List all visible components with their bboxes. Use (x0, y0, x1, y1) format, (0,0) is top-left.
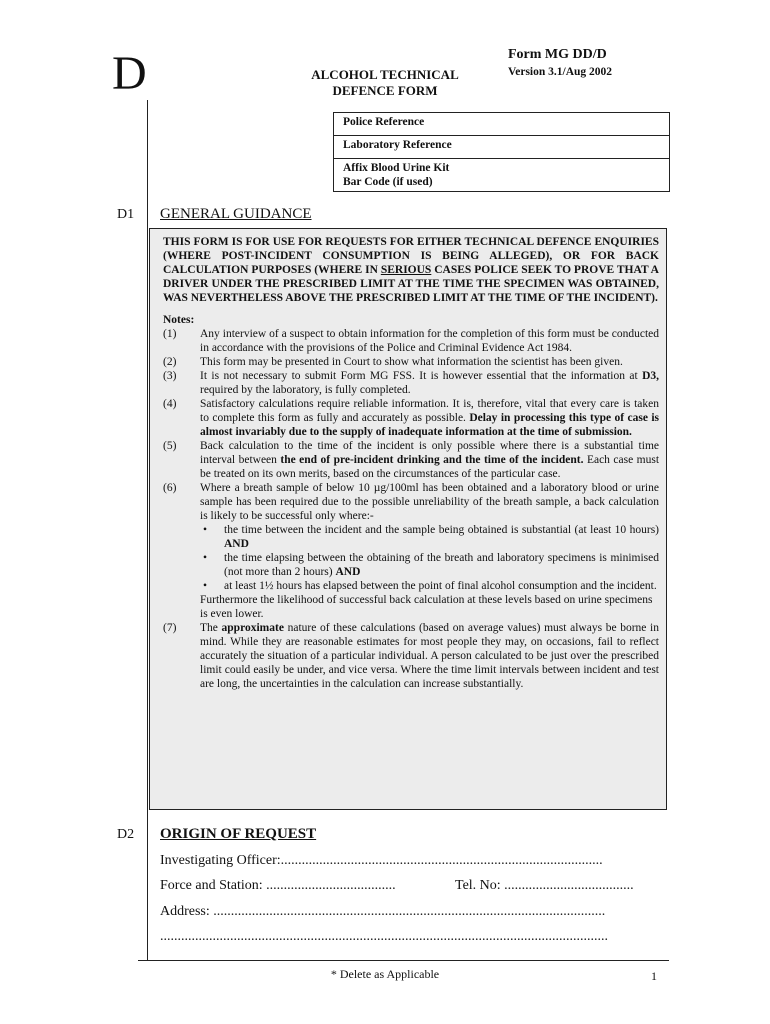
intro-text-rest: CASES POLICE SEEK TO PROVE THAT A DRIVER UNDER THE PRESCRIBED LIMIT AT THE TIME THE SPECIMEN WAS OBTAINED, WAS NEVERTHELESS ABOVE THE PRESCRIBED LIMIT AT THE TIME OF THE INCIDENT). (163, 264, 659, 304)
force-station-field[interactable]: Force and Station: ..................................... (160, 878, 396, 893)
note-text-part: Furthermore the likelihood of successful back calculation at these levels based on urine specimens is even lower. (200, 594, 653, 620)
note-text-part: Satisfactory calculations require reliable information. It is, therefore, vital that every care is taken to complete this form as fully and accurately as possible. (200, 398, 659, 424)
note-text: Any interview of a suspect to obtain information for the completion of this form must be conducted in accordance with the provisions of the Police and Criminal Evidence Act 1984. (200, 328, 659, 354)
intro-emphasis: SERIOUS (380, 264, 432, 276)
bullet-text (224, 551, 659, 579)
note-text-part: nature of these calculations (based on average values) must always be borne in mind. While they are reasonable estimates for most people they may, on occasions, fail to reflect accurately the situation of a particular individual. A person calculated to be just over the prescribed limit could easily be under, and vice versa. Where the time limit intervals between incident and test are long, the uncertainties in the calculation can increase substantially. (200, 622, 659, 690)
note-text-part: required by the laboratory, is fully completed. (200, 384, 411, 396)
bullet-text (224, 523, 659, 551)
tel-no-field[interactable]: Tel. No: ..................................... (455, 878, 634, 893)
note-text-part: Where a breath sample of below 10 µg/100ml has been obtained and a laboratory blood or urine sample has been required due to the possible unreliability of the breath sample, a back calculation is likely to be successful only where:- (200, 482, 659, 522)
note-bold-part: approximate (221, 622, 284, 634)
margin-rule (147, 100, 148, 960)
bullet-text (224, 579, 659, 593)
form-title-line2: DEFENCE FORM (332, 83, 438, 98)
note-number: (4) (163, 398, 177, 410)
note-text: This form may be presented in Court to show what information the scientist has been given. (200, 356, 623, 368)
note-number: (7) (163, 622, 177, 634)
section-label-d2: D2 (117, 827, 135, 842)
bullet-item (200, 579, 659, 593)
section-label-d1: D1 (117, 207, 135, 222)
note-bold-part: D3, (642, 370, 659, 382)
note-text-part: The (200, 622, 222, 634)
footer-note: * Delete as Applicable (330, 967, 440, 981)
bullet-text-part: at least 1½ hours has elapsed between the point of final alcohol consumption and the incident. (224, 580, 657, 592)
police-reference-field[interactable]: Police Reference (343, 116, 425, 128)
note-number: (3) (163, 370, 177, 382)
reference-box (333, 112, 670, 192)
bullet-item (200, 551, 659, 579)
bullet-bold-part: AND (224, 538, 249, 550)
note-number: (6) (163, 482, 177, 494)
form-title (280, 67, 490, 99)
footer-rule (138, 960, 669, 961)
bullet-icon: • (203, 552, 208, 564)
note-text-part: Back calculation to the time of the incident is only possible where there is a substantial time interval between (200, 440, 659, 466)
barcode-label-line1: Affix Blood Urine Kit (343, 162, 450, 174)
note-6 (163, 481, 659, 621)
form-id: Form MG DD/D (508, 47, 607, 62)
bullet-text-part: the time between the incident and the sample being obtained is substantial (at least 10 hours) (224, 524, 659, 536)
note-bold-part: Delay in processing this type of case is almost invariably due to the supply of inadequate information at the time of submission. (200, 412, 659, 438)
note-bold-part: the end of pre-incident drinking and the time of the incident. (280, 454, 584, 466)
bullet-icon: • (203, 580, 208, 592)
note-number: (1) (163, 328, 177, 340)
section-title-origin-of-request: ORIGIN OF REQUEST (160, 826, 317, 842)
note-1 (163, 327, 659, 355)
bullet-text-part: the time elapsing between the obtaining of the breath and laboratory specimens is minimised (not more than 2 hours) (224, 552, 659, 578)
note-7 (163, 621, 659, 691)
page-number: 1 (651, 969, 657, 983)
note-number: (2) (163, 356, 177, 368)
note-text-part: Each case must be treated on its own merits, based on the circumstances of the particular case. (200, 454, 660, 480)
note-4 (163, 397, 659, 439)
note-text (200, 397, 659, 439)
investigating-officer-field[interactable]: Investigating Officer:............................................................................................ (160, 853, 603, 868)
form-title-line1: ALCOHOL TECHNICAL (311, 67, 459, 82)
note-text (200, 369, 659, 397)
note-5 (163, 439, 659, 481)
note-number: (5) (163, 440, 177, 452)
note-text (200, 621, 659, 691)
note-text-part: It is not necessary to submit Form MG FSS. It is however essential that the information at (200, 370, 643, 382)
guidance-box (149, 228, 667, 810)
bullet-bold-part: AND (335, 566, 361, 578)
note-2 (163, 355, 659, 369)
note-3 (163, 369, 659, 397)
section-title-general-guidance: GENERAL GUIDANCE (160, 206, 312, 222)
note-text (200, 439, 659, 481)
address-field[interactable]: Address: ................................................................................................................ (160, 904, 606, 919)
barcode-field[interactable] (334, 158, 669, 191)
address-line2-field[interactable]: ................................................................................................................................ (160, 929, 608, 944)
intro-text: THIS FORM IS FOR USE FOR REQUESTS FOR EITHER TECHNICAL DEFENCE ENQUIRIES (WHERE POST-INCIDENT CONSUMPTION IS BEING ALLEGED), OR FOR BACK CALCULATION PURPOSES (WHERE IN (163, 236, 659, 276)
guidance-intro (163, 235, 659, 305)
form-version: Version 3.1/Aug 2002 (508, 66, 613, 78)
bullet-icon: • (203, 524, 208, 536)
notes-heading: Notes: (163, 314, 195, 326)
section-letter: D (112, 47, 147, 100)
note-text (200, 481, 659, 621)
laboratory-reference-field[interactable]: Laboratory Reference (334, 135, 669, 158)
bullet-item (200, 523, 659, 551)
barcode-label-line2: Bar Code (if used) (343, 176, 433, 188)
